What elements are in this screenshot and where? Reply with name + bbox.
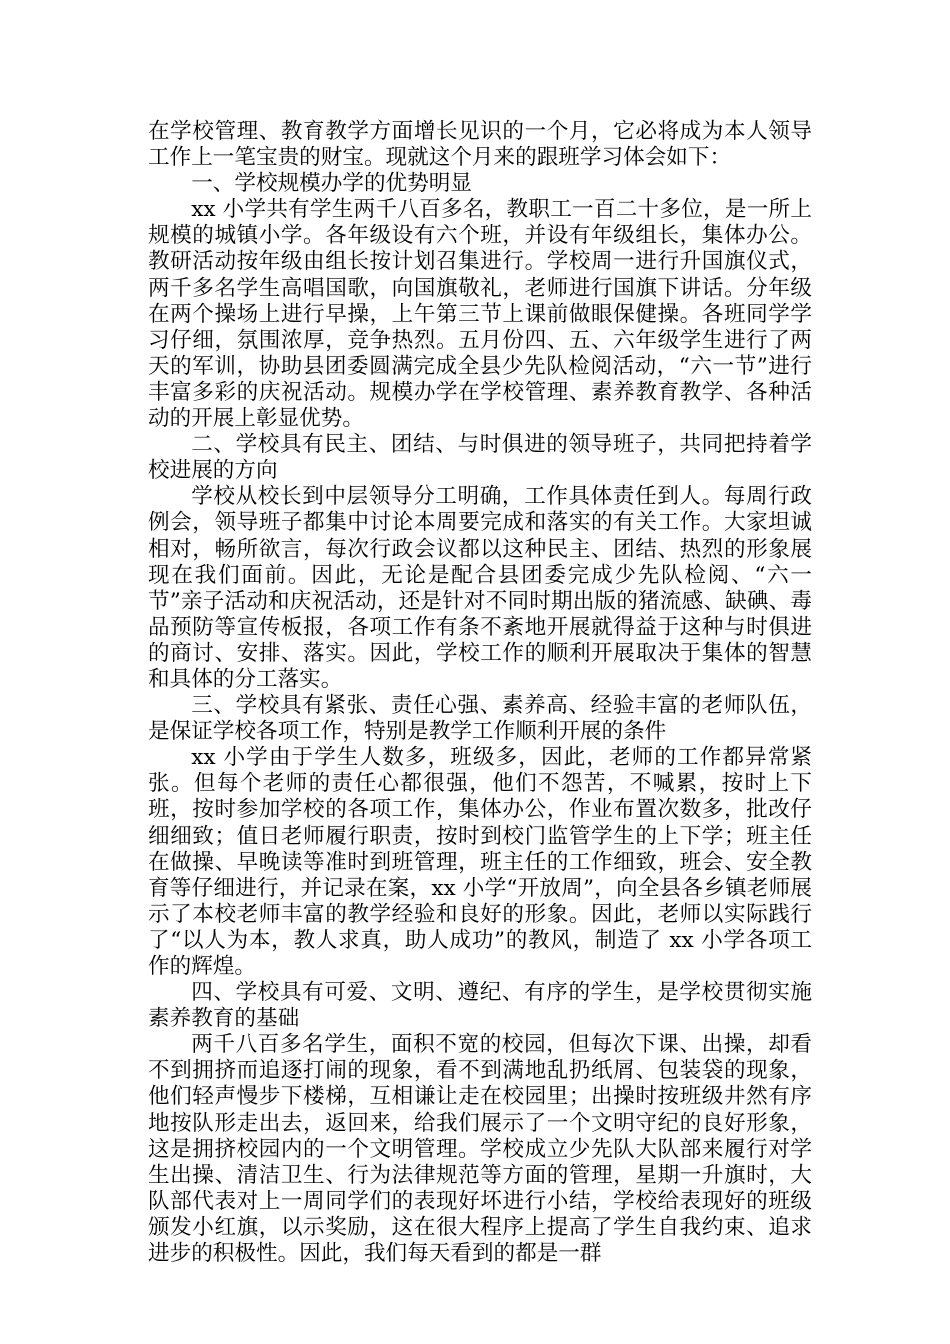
section-heading-1: 一、学校规模办学的优势明显 — [191, 171, 472, 197]
section-body-3: xx 小学由于学生人数多，班级多，因此，老师的工作都异常紧张。但每个老师的责任心都很强，他们不怨苦，不喊累，按时上下班，按时参加学校的各项工作，集体办公，作业布置次数多，批改仔细细致；值日老师履行职责，按时到校门监管学生的上下学；班主任在做操、早晚读等准时到班管理，班主任的工作细致，班会、安全教育等仔细进行，并记录在案，xx 小学“开放周”，向全县各乡镇老师展示了本校老师丰富的教学经验和良好的形象。因此，老师以实际践行了“以人为本，教人求真，助人成功”的教风，制造了 xx 小学各项工作的辉煌。 — [148, 745, 812, 979]
section-heading-3: 三、学校具有紧张、责任心强、素养高、经验丰富的老师队伍，是保证学校各项工作，特别是教学工作顺利开展的条件 — [148, 693, 812, 745]
section-body-2: 学校从校长到中层领导分工明确，工作具体责任到人。每周行政例会，领导班子都集中讨论本周要完成和落实的有关工作。大家坦诚相对，畅所欲言，每次行政会议都以这种民主、团结、热烈的形象展现在我们面前。因此，无论是配合县团委完成少先队检阅、“六一节”亲子活动和庆祝活动，还是针对不同时期出版的猪流感、缺碘、毒品预防等宣传板报，各项工作有条不紊地开展就得益于这种与时俱进的商讨、安排、落实。因此，学校工作的顺利开展取决于集体的智慧和具体的分工落实。 — [148, 484, 812, 692]
section-body-4: 两千八百多名学生，面积不宽的校园，但每次下课、出操，却看不到拥挤而追逐打闹的现象，看不到满地乱扔纸屑、包装袋的现象，他们轻声慢步下楼梯，互相谦让走在校园里；出操时按班级井然有序地按队形走出去，返回来，给我们展示了一个文明守纪的良好形象，这是拥挤校园内的一个文明管理。学校成立少先队大队部来履行对学生出操、清洁卫生、行为法律规范等方面的管理，星期一升旗时，大队部代表对上一周同学们的表现好坏进行小结，学校给表现好的班级颁发小红旗，以示奖励，这在很大程序上提高了学生自我约束、追求进步的积极性。因此，我们每天看到的都是一群 — [148, 1032, 812, 1267]
section-heading-2: 二、学校具有民主、团结、与时俱进的领导班子，共同把持着学校进展的方向 — [148, 432, 812, 484]
section-heading-4: 四、学校具有可爱、文明、遵纪、有序的学生，是学校贯彻实施素养教育的基础 — [148, 980, 812, 1032]
document-body — [148, 119, 812, 1267]
section-body-1: xx 小学共有学生两千八百多名，教职工一百二十多位，是一所上规模的城镇小学。各年级设有六个班，并设有年级组长，集体办公。教研活动按年级由组长按计划召集进行。学校周一进行升国旗仪式，两千多名学生高唱国歌，向国旗敬礼，老师进行国旗下讲话。分年级在两个操场上进行早操，上午第三节上课前做眼保健操。各班同学学习仔细，氛围浓厚，竞争热烈。五月份四、五、六年级学生进行了两天的军训，协助县团委圆满完成全县少先队检阅活动，“六一节”进行丰富多彩的庆祝活动。规模办学在学校管理、素养教育教学、各种活动的开展上彰显优势。 — [148, 197, 812, 432]
intro-paragraph: 在学校管理、教育教学方面增长见识的一个月，它必将成为本人领导工作上一笔宝贵的财宝。现就这个月来的跟班学习体会如下： — [148, 119, 812, 171]
